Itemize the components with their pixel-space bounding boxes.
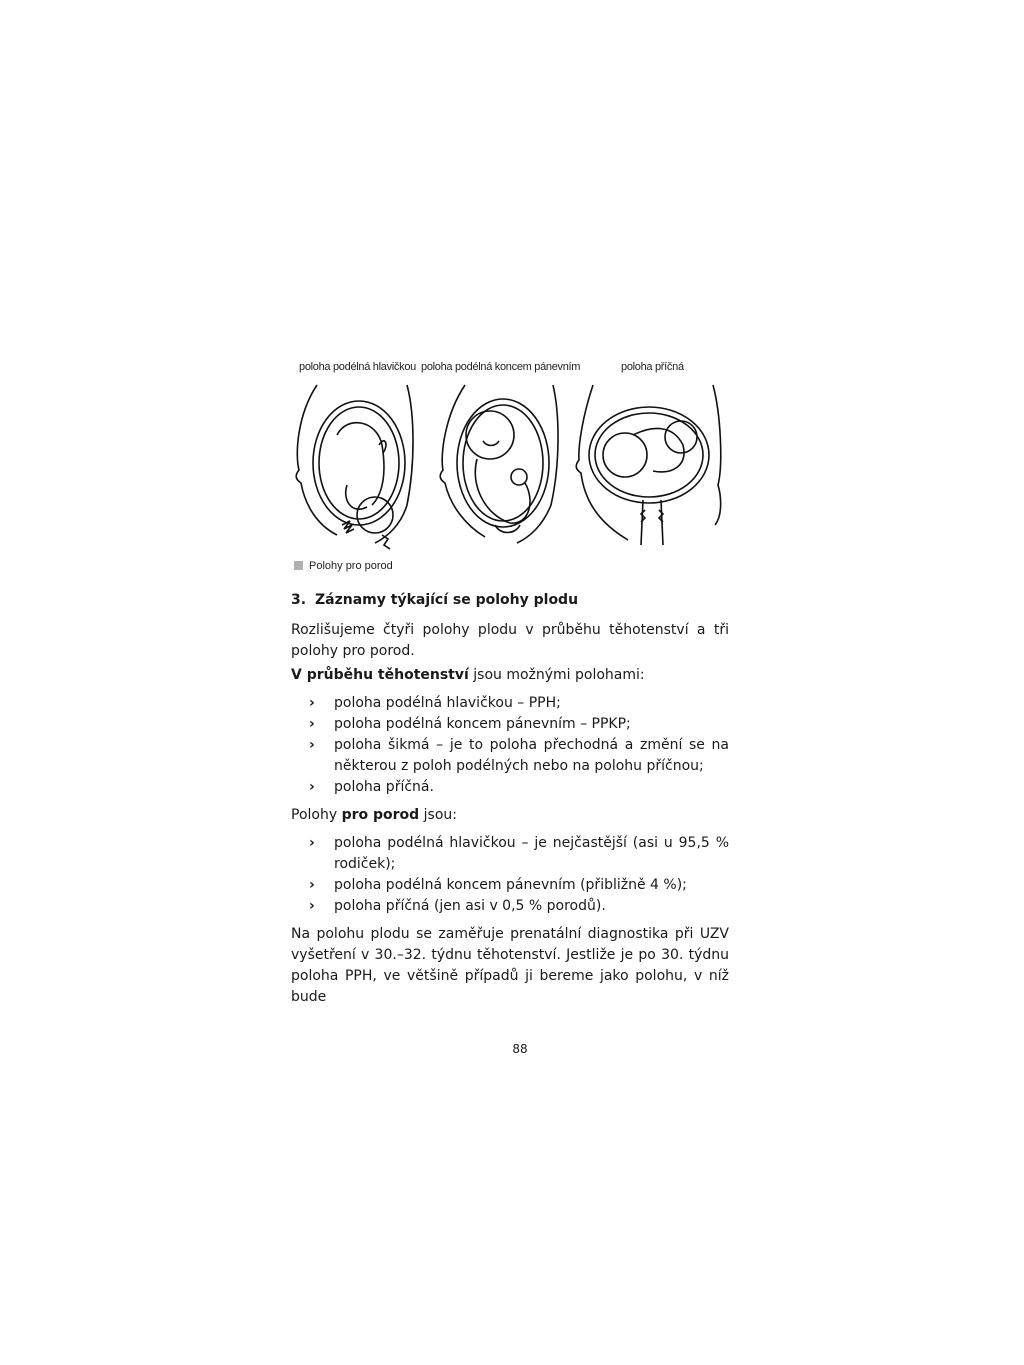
chevron-right-icon: › (309, 716, 315, 732)
birth-bold: pro porod (341, 807, 420, 823)
breech-position-drawing (425, 375, 575, 555)
list-item (309, 735, 729, 777)
caption-marker (294, 561, 303, 570)
head-position-drawing (287, 375, 437, 555)
list-item-text: poloha podélná koncem pánevním – PPKP; (334, 716, 631, 732)
fetal-positions-figure (285, 355, 735, 565)
chevron-right-icon: › (309, 835, 315, 851)
list-item-text: poloha šikmá – je to poloha přechodná a změní se na některou z poloh podélných nebo na polohu příčnou; (334, 737, 729, 774)
during-rest: jsou možnými polohami: (468, 667, 645, 683)
list-item-text: poloha podélná koncem pánevním (přibližně 4 %); (334, 877, 687, 893)
chevron-right-icon: › (309, 695, 315, 711)
list-item (309, 714, 729, 735)
chevron-right-icon: › (309, 779, 315, 795)
figure-label-head: poloha podélná hlavičkou (299, 361, 416, 373)
list-item-text: poloha podélná hlavičkou – je nejčastější (asi u 95,5 % rodiček); (334, 835, 729, 872)
during-bold: V průběhu těhotenství (291, 667, 469, 683)
list-item (309, 693, 729, 714)
figure-label-breech: poloha podélná koncem pánevním (421, 361, 581, 373)
chevron-right-icon: › (309, 737, 315, 753)
section-title: Záznamy týkající se polohy plodu (315, 592, 579, 608)
chevron-right-icon: › (309, 877, 315, 893)
list-item (309, 896, 729, 917)
list-item-text: poloha příčná. (334, 779, 434, 795)
during-paragraph (291, 665, 729, 686)
page-number: 88 (512, 1042, 528, 1056)
list-item-text: poloha příčná (jen asi v 0,5 % porodů). (334, 898, 606, 914)
birth-pre: Polohy (291, 807, 342, 823)
list-item-text: poloha podélná hlavičkou – PPH; (334, 695, 561, 711)
intro-paragraph: Rozlišujeme čtyři polohy plodu v průběhu těhotenství a tři polohy pro porod. (291, 622, 729, 659)
list-item (309, 833, 729, 875)
figure-caption (294, 560, 393, 572)
list-item (309, 875, 729, 896)
chevron-right-icon: › (309, 898, 315, 914)
final-paragraph: Na polohu plodu se zaměřuje prenatální diagnostika při UZV vyšetření v 30.–32. týdnu těhotenství. Jestliže je po 30. týdnu poloha PPH, ve většině případů ji bereme jako polohu, v níž bude (291, 926, 729, 1005)
transverse-position-drawing (573, 375, 723, 555)
figure-caption-text: Polohy pro porod (309, 560, 393, 572)
birth-post: jsou: (419, 807, 457, 823)
birth-paragraph (291, 805, 729, 826)
section-heading (291, 592, 578, 608)
figure-label-transverse: poloha příčná (621, 361, 684, 373)
section-number: 3. (291, 592, 307, 608)
list-item (309, 777, 729, 798)
